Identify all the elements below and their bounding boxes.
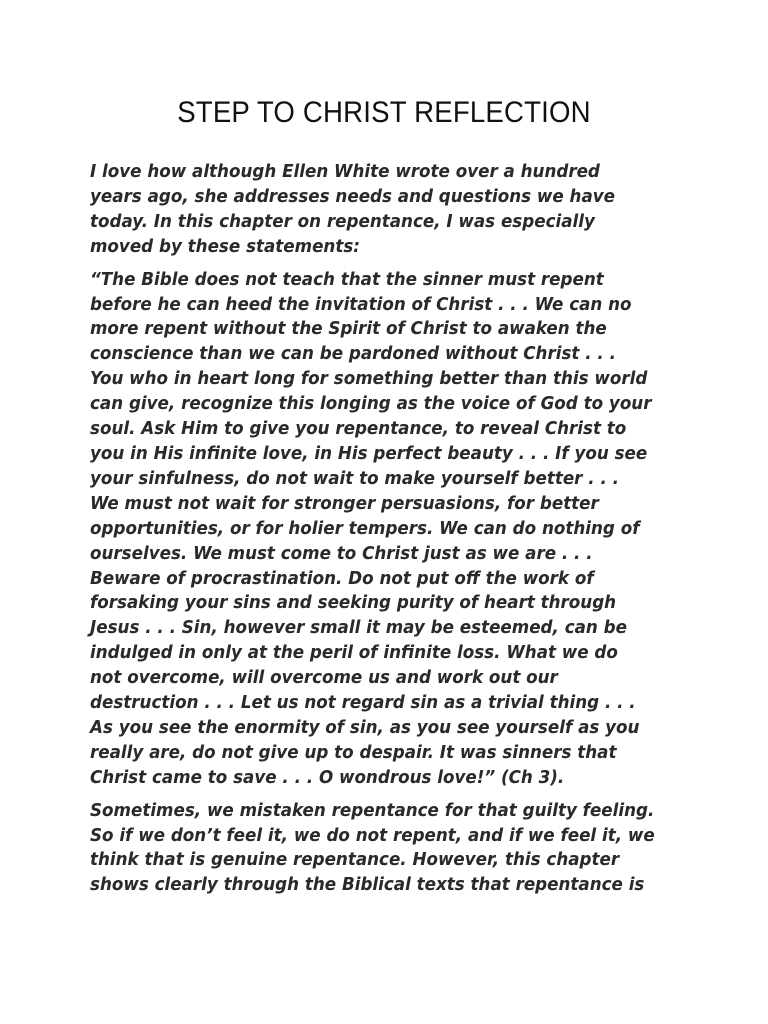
text-line: you in His infinite love, in His perfect beauty . . . If you see (90, 443, 648, 464)
text-line: conscience than we can be pardoned without Christ . . . (90, 344, 616, 365)
text-line: indulged in only at the peril of infinite loss. What we do (90, 643, 618, 664)
document-title: STEP TO CHRIST REFLECTION (177, 96, 591, 129)
text-line: We must not wait for stronger persuasions, for better (90, 493, 599, 514)
text-line: years ago, she addresses needs and questions we have (90, 186, 615, 207)
text-line: I love how although Ellen White wrote over a hundred (90, 162, 600, 182)
text-line: destruction . . . Let us not regard sin as a trivial thing . . . (90, 693, 636, 714)
text-line: ourselves. We must come to Christ just as we are . . . (90, 543, 593, 564)
document-body (90, 160, 690, 906)
text-line: think that is genuine repentance. However, this chapter (90, 850, 620, 871)
text-line: more repent without the Spirit of Christ to awaken the (90, 319, 607, 340)
text-line: really are, do not give up to despair. It was sinners that (90, 742, 617, 763)
text-line: Beware of procrastination. Do not put off the work of (90, 568, 594, 589)
text-line: Jesus . . . Sin, however small it may be esteemed, can be (90, 618, 627, 639)
text-line: shows clearly through the Biblical texts that repentance is (90, 875, 645, 896)
paragraph (90, 799, 690, 899)
text-line: today. In this chapter on repentance, I was especially (90, 211, 595, 232)
text-line: soul. Ask Him to give you repentance, to reveal Christ to (90, 419, 627, 440)
text-line: before he can heed the invitation of Christ . . . We can no (90, 294, 632, 315)
paragraph (90, 268, 690, 791)
text-line: not overcome, will overcome us and work out our (90, 668, 558, 689)
text-line: As you see the enormity of sin, as you see yourself as you (90, 717, 640, 738)
text-line: opportunities, or for holier tempers. We can do nothing of (90, 518, 640, 539)
text-line: Christ came to save . . . O wondrous love!” (Ch 3). (90, 767, 565, 788)
text-line: Sometimes, we mistaken repentance for that guilty feeling. (90, 800, 655, 821)
text-line: can give, recognize this longing as the voice of God to your (90, 394, 652, 415)
text-line: moved by these statements: (90, 236, 360, 257)
text-line: You who in heart long for something better than this world (90, 369, 648, 390)
text-line: your sinfulness, do not wait to make yourself better . . . (90, 468, 619, 489)
paragraph (90, 160, 690, 260)
text-line: forsaking your sins and seeking purity of heart through (90, 593, 617, 614)
text-line: So if we don’t feel it, we do not repent, and if we feel it, we (90, 825, 655, 846)
text-line: “The Bible does not teach that the sinner must repent (90, 269, 604, 290)
